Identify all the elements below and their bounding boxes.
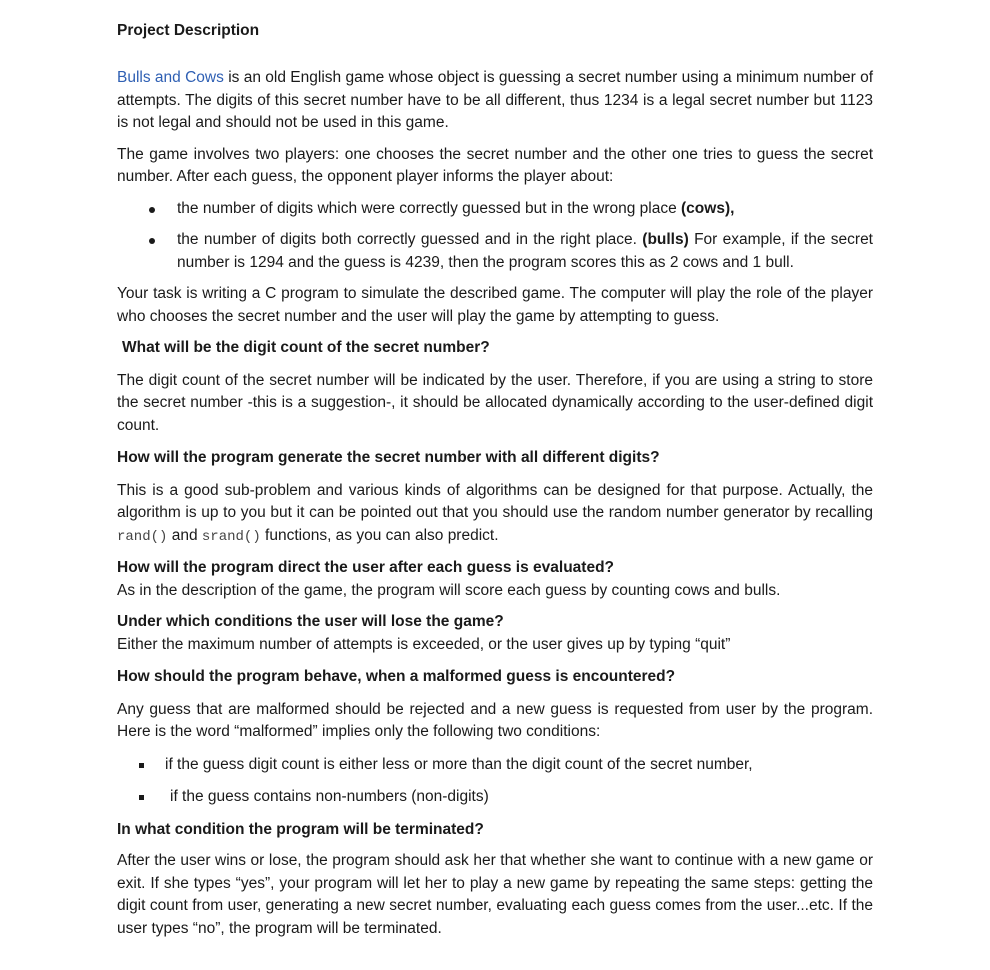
question-digit-count: What will be the digit count of the secret number? [122, 339, 490, 356]
page-title: Project Description [117, 22, 260, 39]
task-paragraph: Your task is writing a C program to simulate the described game. The computer will play the role of the player who chooses the secret number and the user will play the game by attempting to guess. [117, 285, 873, 325]
intro-text: is an old English game whose object is guessing a secret number using a minimum number of attempts. The digits of this secret number have to be all different, thus 1234 is a legal secret number but 1123 is not legal and should not be used in this game. [117, 69, 873, 131]
answer-direct-user: As in the description of the game, the program will score each guess by counting cows and bulls. [117, 581, 781, 599]
bulls-and-cows-link[interactable]: Bulls and Cows [117, 69, 224, 86]
list-item-condition-count: if the guess digit count is either less or more than the digit count of the secret number, [117, 754, 873, 777]
srand-function: srand() [201, 528, 261, 545]
question-termination: In what condition the program will be terminated? [117, 820, 484, 838]
intro-paragraph [117, 67, 873, 135]
answer-termination: After the user wins or lose, the program should ask her that whether she want to continue with a new game or exit. If she types “yes”, your program will let her to play a new game by repeating the same steps: getting the digit count from user, generating a new secret number, evaluating each guess comes from the user...etc. If the user types “no”, the program will be terminated. [117, 852, 873, 937]
game-description-paragraph: The game involves two players: one chooses the secret number and the other one tries to guess the secret number. After each guess, the opponent player informs the player about: [117, 145, 873, 185]
feedback-list [117, 198, 873, 275]
malformed-conditions-list [117, 754, 873, 809]
question-malformed-guess: How should the program behave, when a malformed guess is encountered? [117, 668, 676, 685]
list-item-bulls: the number of digits both correctly guessed and in the right place. (bulls) For example, if the secret number is 1294 and the guess is 4239, then the program scores this as 2 cows and 1 bull. [117, 229, 873, 274]
question-lose-conditions: Under which conditions the user will lose the game? [117, 613, 504, 630]
rand-function: rand() [117, 528, 168, 545]
list-item-cows: the number of digits which were correctly guessed but in the wrong place (cows), [117, 198, 873, 221]
answer-digit-count: The digit count of the secret number will be indicated by the user. Therefore, if you are using a string to store the secret number -this is a suggestion-, it should be allocated dynamically according to the user-defined digit count. [117, 371, 873, 434]
list-item-condition-nondigit: if the guess contains non-numbers (non-digits) [117, 786, 873, 809]
question-generate-secret: How will the program generate the secret number with all different digits? [117, 449, 660, 466]
answer-malformed-guess: Any guess that are malformed should be rejected and a new guess is requested from user by the program. Here is the word “malformed” implies only the following two conditions: [117, 700, 873, 740]
answer-lose-conditions: Either the maximum number of attempts is exceeded, or the user gives up by typing “quit” [117, 635, 731, 653]
answer-generate-secret: This is a good sub-problem and various kinds of algorithms can be designed for that purpose. Actually, the algorithm is up to you but it can be pointed out that you should use the random number generator by recalling rand() and srand() functions, as you can also predict. [117, 481, 873, 545]
document-page [117, 20, 873, 940]
question-direct-user: How will the program direct the user after each guess is evaluated? [117, 559, 615, 576]
